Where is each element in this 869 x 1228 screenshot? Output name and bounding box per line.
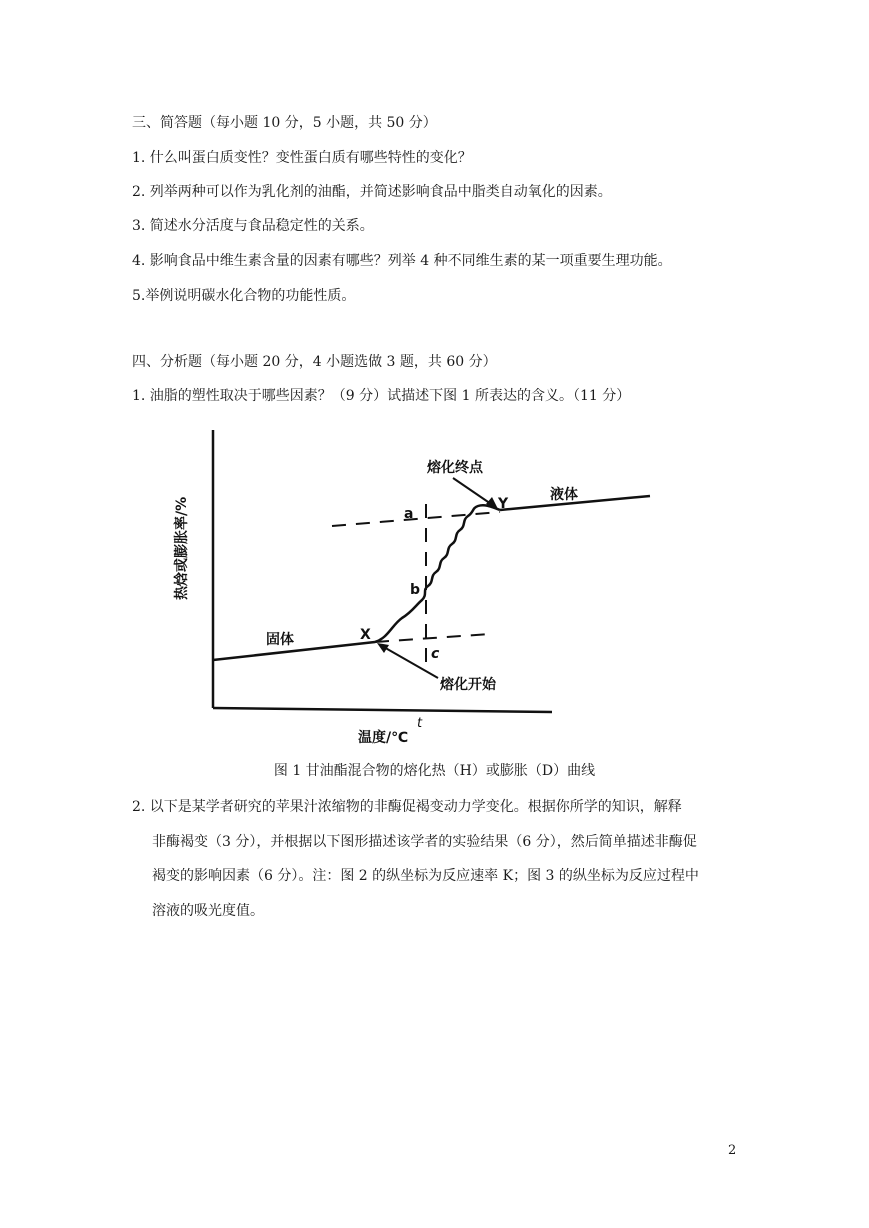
section3-heading: 三、简答题（每小题 10 分，5 小题，共 50 分）	[132, 115, 437, 131]
figure-caption: 图 1 甘油酯混合物的熔化热（H）或膨胀（D）曲线	[273, 763, 596, 779]
section3-question-4: 4. 影响食品中维生素含量的因素有哪些？列举 4 种不同维生素的某一项重要生理功能。	[132, 253, 672, 269]
section4-question-1: 1. 油脂的塑性取决于哪些因素？（9 分）试描述下图 1 所表达的含义。（11 分）	[132, 388, 631, 404]
x-axis-label: 温度/℃	[358, 730, 409, 746]
label-c: c	[431, 646, 440, 662]
section3-question-3: 3. 简述水分活度与食品稳定性的关系。	[132, 218, 374, 234]
label-solid: 固体	[266, 632, 294, 648]
label-melt-start: 熔化开始	[440, 677, 496, 693]
label-point-Y: Y	[498, 496, 509, 512]
section3-question-5: 5.举例说明碳水化合物的功能性质。	[132, 288, 356, 304]
melting-curve-figure	[160, 420, 680, 750]
section4-heading: 四、分析题（每小题 20 分，4 小题选做 3 题，共 60 分）	[132, 354, 497, 370]
section4-question-2-line-4: 溶液的吸光度值。	[152, 903, 264, 919]
section4-question-2-line-2: 非酶褐变（3 分），并根据以下图形描述该学者的实验结果（6 分），然后简单描述非酶促	[152, 834, 697, 850]
label-melt-end: 熔化终点	[427, 460, 483, 476]
label-point-X: X	[360, 627, 371, 643]
dashed-line-c	[375, 634, 490, 642]
section3-question-1: 1. 什么叫蛋白质变性？变性蛋白质有哪些特性的变化？	[132, 150, 472, 166]
x-tick-t: t	[417, 716, 423, 731]
solid-line	[213, 642, 375, 660]
dashed-line-a	[332, 512, 500, 526]
label-liquid: 液体	[550, 487, 578, 503]
melting-curve	[375, 505, 500, 642]
melt-start-arrow	[382, 646, 438, 678]
page-number: 2	[728, 1143, 737, 1158]
section4-question-2-line-3: 褐变的影响因素（6 分）。注：图 2 的纵坐标为反应速率 K；图 3 的纵坐标为反应过程中	[152, 868, 699, 884]
section3-question-2: 2. 列举两种可以作为乳化剂的油酯，并简述影响食品中脂类自动氧化的因素。	[132, 184, 612, 200]
section4-question-2-line-1: 2. 以下是某学者研究的苹果汁浓缩物的非酶促褐变动力学变化。根据你所学的知识，解释	[132, 799, 682, 815]
x-axis	[213, 708, 552, 712]
y-axis-label: 热焓或膨胀率/%	[174, 496, 190, 600]
label-a: a	[404, 506, 414, 522]
label-b: b	[410, 582, 421, 598]
melt-end-arrow	[453, 478, 494, 506]
